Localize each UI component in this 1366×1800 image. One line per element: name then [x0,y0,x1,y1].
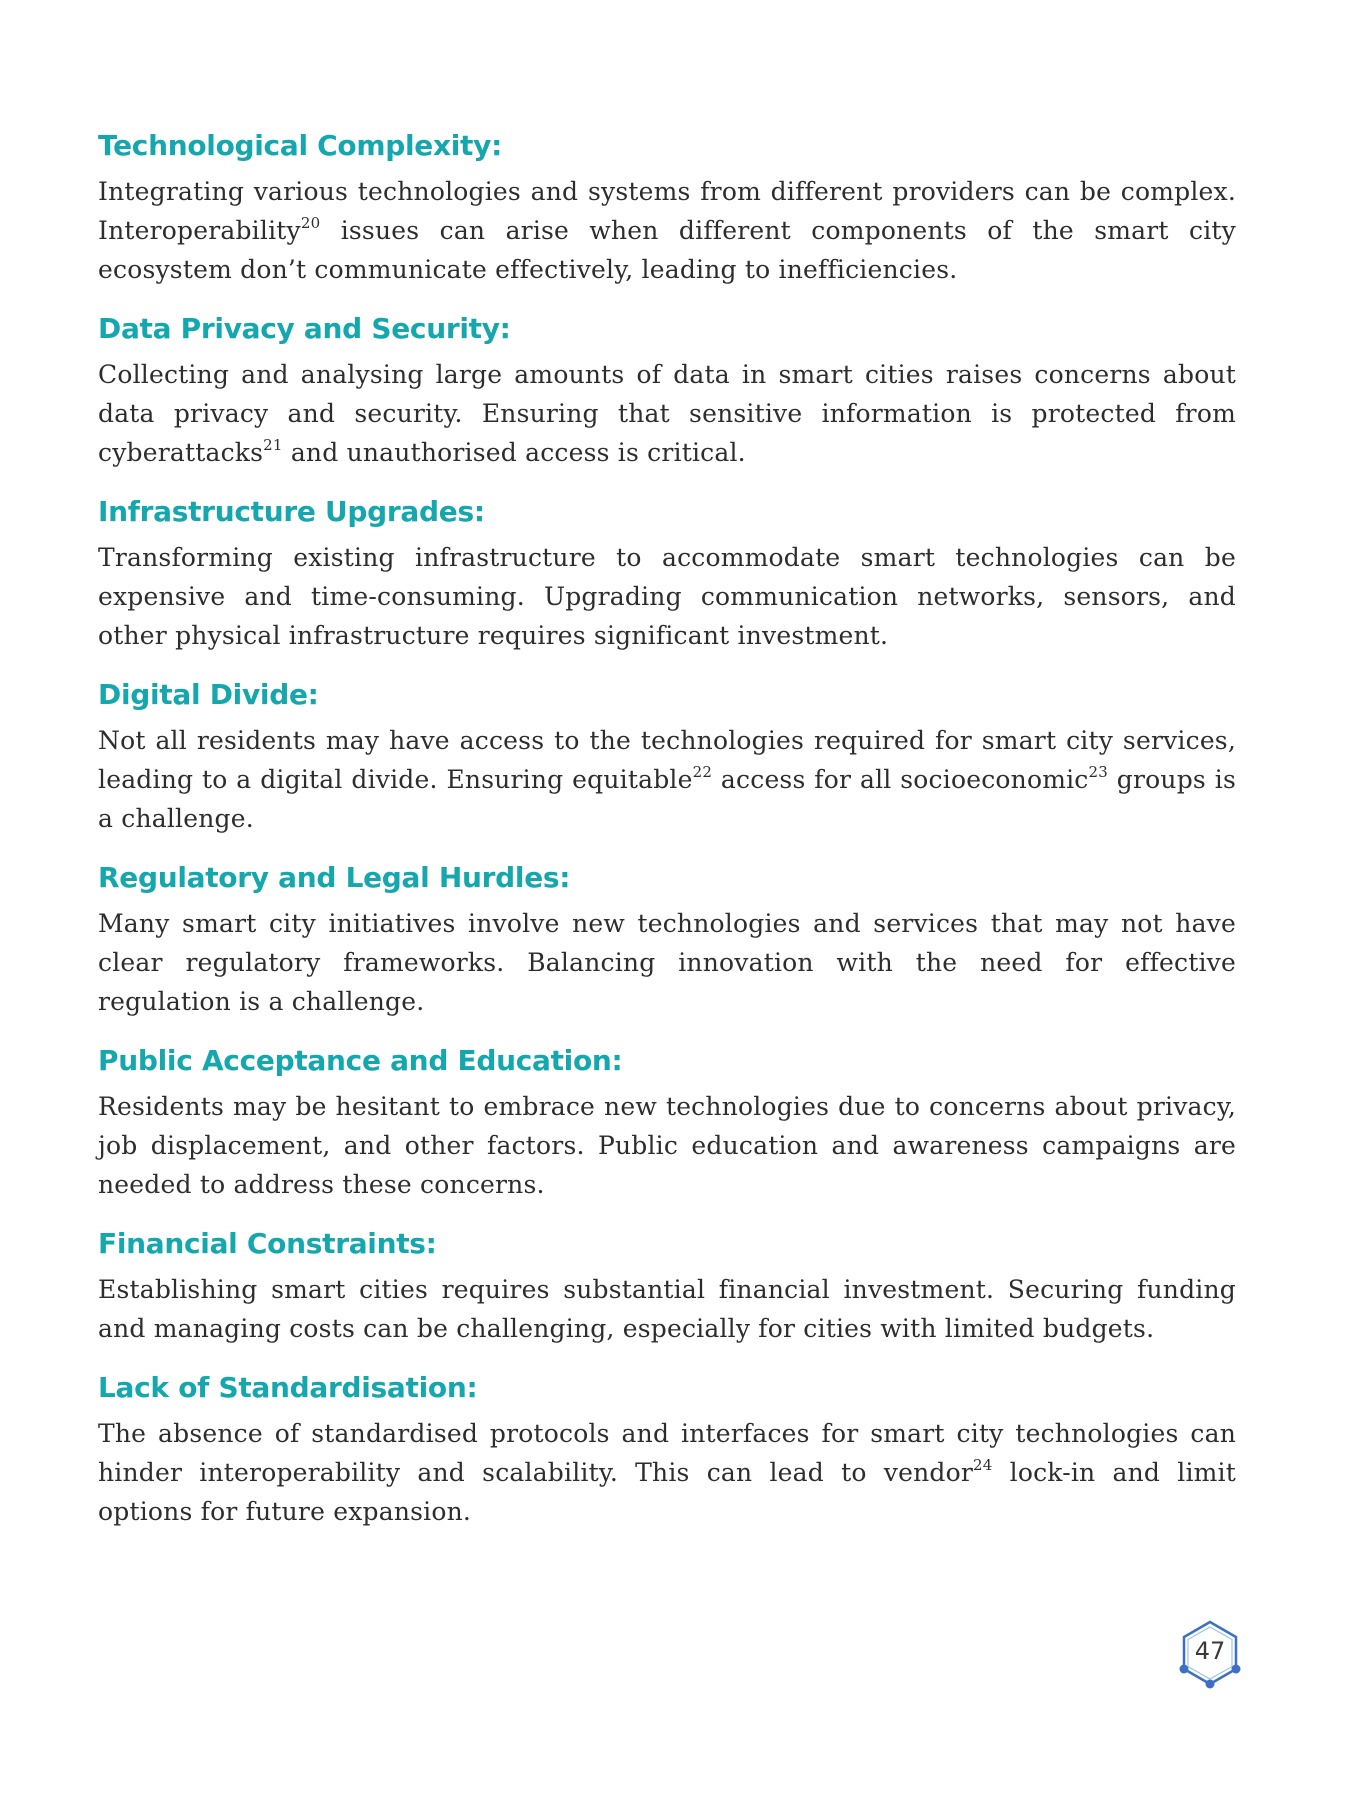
body-text-run: Integrating various technologies and systems from different providers can be complex. Interoperability [98,177,1236,245]
section-heading: Public Acceptance and Education: [98,1044,623,1077]
section-body [98,904,1236,1021]
section-heading: Digital Divide: [98,678,319,711]
section [98,1226,1236,1348]
section-heading: Technological Complexity: [98,129,502,162]
section [98,1043,1236,1204]
body-text-run: issues can arise when different components of the smart city ecosystem don’t communicate effectively, leading to inefficiencies. [98,216,1236,284]
footnote-marker: 23 [1088,763,1108,781]
section-heading: Lack of Standardisation: [98,1371,478,1404]
footnote-marker: 22 [692,763,713,781]
section-heading: Infrastructure Upgrades: [98,495,485,528]
body-text-run: The absence of standardised protocols and interfaces for smart city technologies can hinder interoperability and scalability. This can lead to vendor [98,1419,1236,1487]
section [98,860,1236,1021]
footnote-marker: 20 [300,214,321,232]
section-body [98,1087,1236,1204]
section-body [98,1270,1236,1348]
section-heading: Data Privacy and Security: [98,312,511,345]
section [98,311,1236,472]
body-text-run: access for all socioeconomic [712,765,1089,794]
body-text-run: Transforming existing infrastructure to accommodate smart technologies can be expensive and time-consuming. Upgrading communication networks, sensors, and other physical infrastructure requires significant investment. [98,543,1236,650]
page-number: 47 [1194,1637,1226,1665]
body-text-run: groups is a challenge. [98,765,1236,833]
page-content [98,128,1236,1553]
section-body [98,355,1236,472]
section-heading: Financial Constraints: [98,1227,437,1260]
section-heading: Regulatory and Legal Hurdles: [98,861,571,894]
section [98,677,1236,838]
body-text-run: Residents may be hesitant to embrace new technologies due to concerns about privacy, job displacement, and other factors. Public education and awareness campaigns are needed to address these concerns. [98,1092,1236,1199]
body-text-run: Collecting and analysing large amounts of data in smart cities raises concerns about data privacy and security. Ensuring that sensitive information is protected from cyberattacks [98,360,1236,467]
body-text-run: and unauthorised access is critical. [282,438,746,467]
body-text-run: Not all residents may have access to the technologies required for smart city services, leading to a digital divide. Ensuring equitable [98,726,1236,794]
section-body [98,172,1236,289]
page-number-badge [1178,1618,1242,1690]
section [98,1370,1236,1531]
footnote-marker: 24 [972,1456,993,1474]
section-body [98,721,1236,838]
section [98,128,1236,289]
body-text-run: lock-in and limit options for future expansion. [98,1458,1236,1526]
body-text-run: Establishing smart cities requires substantial financial investment. Securing funding and managing costs can be challenging, especially for cities with limited budgets. [98,1275,1236,1343]
section-body [98,1414,1236,1531]
body-text-run: Many smart city initiatives involve new technologies and services that may not have clear regulatory frameworks. Balancing innovation with the need for effective regulation is a challenge. [98,909,1236,1016]
footnote-marker: 21 [263,436,283,454]
section-body [98,538,1236,655]
section [98,494,1236,655]
